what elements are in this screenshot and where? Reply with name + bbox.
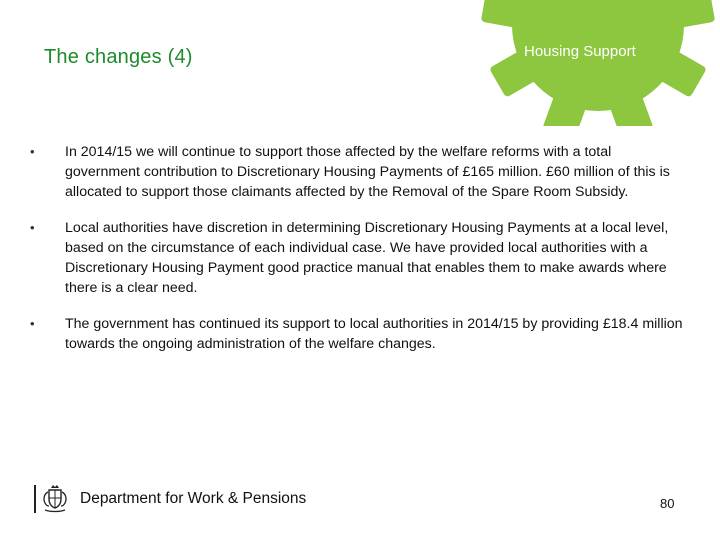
bullet-item xyxy=(30,218,690,298)
badge-label: Housing Support xyxy=(524,43,636,60)
bullet-marker: • xyxy=(30,220,35,235)
royal-crest-icon xyxy=(40,484,70,514)
gear-icon xyxy=(470,0,720,126)
bullet-item xyxy=(30,314,690,354)
page-number: 80 xyxy=(660,496,675,511)
bullet-text: In 2014/15 we will continue to support those affected by the welfare reforms with a total government contribution to Discretionary Housing Payments of £165 million. £60 million of this is allocated to support those claimants affected by the Removal of the Spare Room Subsidy. xyxy=(65,144,670,200)
bullet-item xyxy=(30,142,690,202)
bullet-text: The government has continued its support to local authorities in 2014/15 by providing £18.4 million towards the ongoing administration of the welfare changes. xyxy=(65,316,683,352)
slide-title: The changes (4) xyxy=(44,46,193,68)
bullet-text: Local authorities have discretion in determining Discretionary Housing Payments at a local level, based on the circumstance of each individual case. We have provided local authorities with a Discretionary Housing Payment good practice manual that enables them to make awards where there is a clear need. xyxy=(65,220,669,296)
bullet-list xyxy=(30,142,690,354)
logo-divider xyxy=(34,485,36,513)
logo-text: Department for Work & Pensions xyxy=(80,490,307,507)
bullet-marker: • xyxy=(30,316,35,331)
housing-support-badge xyxy=(470,0,720,126)
bullet-marker: • xyxy=(30,144,35,159)
dwp-logo xyxy=(34,484,306,514)
